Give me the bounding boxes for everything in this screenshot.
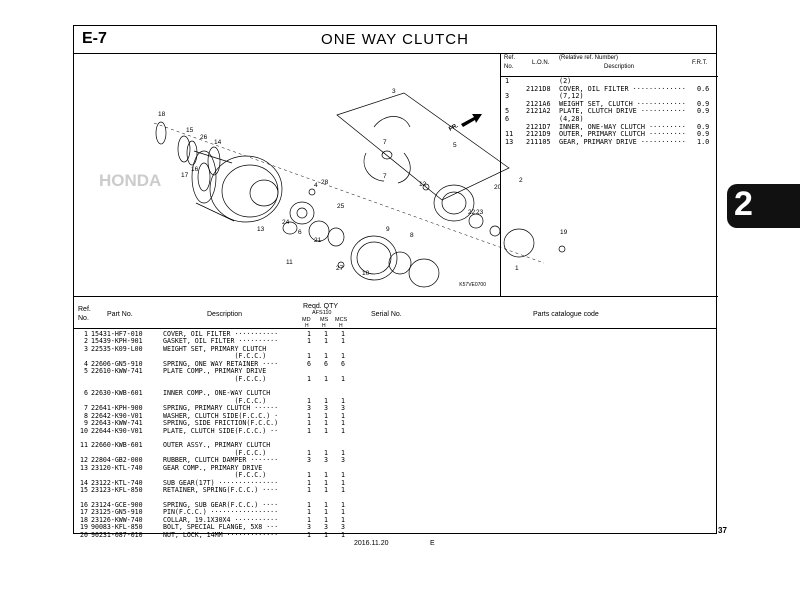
description-cell: SPRING, PRIMARY CLUTCH ······ (163, 404, 279, 413)
ref-cell: 20 (80, 530, 88, 539)
callout-10: 10 (362, 270, 370, 277)
frt-cell: 0.9 (697, 107, 710, 116)
callout-11: 11 (286, 259, 293, 266)
qty-cell: 3 (307, 523, 311, 532)
callout-24: 24 (282, 219, 290, 226)
footer-date: 2016.11.20 (354, 540, 389, 547)
lon-cell: 2121D7 (526, 122, 551, 131)
qty-cell: 3 (324, 404, 328, 413)
qty-cell: 1 (324, 486, 328, 495)
qty-cell: 1 (341, 508, 345, 517)
ref-cell: 15 (80, 486, 88, 495)
qty-cell: 1 (324, 419, 328, 428)
description-cell: BOLT, SPECIAL FLANGE, 5X8 ··· (163, 523, 279, 532)
qty-cell: 1 (307, 419, 311, 428)
callout-7b: 7 (383, 173, 387, 180)
qty-cell: 3 (307, 456, 311, 465)
part-no-cell: 90083-KFL-850 (91, 523, 143, 532)
callout-9: 9 (386, 226, 390, 233)
rp-header-frt: F.R.T. (692, 60, 708, 66)
part-no-cell: 23122-KTL-740 (91, 478, 143, 487)
ref-cell: 8 (84, 411, 88, 420)
part-no-cell: 15439-KPH-901 (91, 337, 143, 346)
callout-23: 23 (476, 209, 484, 216)
desc-cell: OUTER, PRIMARY CLUTCH ········· (559, 130, 686, 139)
callout-20: 20 (494, 184, 502, 191)
qty-cell: 1 (341, 471, 345, 480)
ref-cell: 9 (84, 419, 88, 428)
qty-cell: 1 (324, 337, 328, 346)
callout-12: 12 (419, 181, 427, 188)
description-cell: PIN(F.C.C.) ················· (163, 508, 279, 517)
description-cell: RUBBER, CLUTCH DAMPER ······· (163, 456, 279, 465)
ref-cell: 1 (505, 77, 510, 85)
qty-cell: 1 (307, 515, 311, 524)
part-no-cell: 22610-KWW-741 (91, 367, 143, 376)
th-reqd-qty: Reqd. QTY (303, 303, 339, 310)
qty-cell: 1 (324, 411, 328, 420)
honda-watermark: HONDA (99, 171, 162, 190)
desc-cell: PLATE, CLUTCH DRIVE ··········· (559, 107, 686, 116)
callout-14: 14 (214, 139, 222, 146)
th-model: AFS110 (312, 310, 332, 316)
footer-edition: E (430, 540, 435, 547)
callout-18: 18 (158, 111, 166, 118)
rp-header-no: No. (504, 64, 514, 70)
part-no-cell: 22642-K90-V01 (91, 411, 143, 420)
callout-3: 3 (392, 88, 396, 95)
qty-cell: 3 (307, 404, 311, 413)
rp-header-desc: Description (604, 64, 635, 70)
callout-6: 6 (298, 229, 302, 236)
th-h2: H (322, 323, 326, 329)
lon-cell: 2121A6 (526, 99, 551, 108)
description-cell: COVER, OIL FILTER ··········· (163, 330, 279, 338)
qty-cell: 1 (341, 337, 345, 346)
description-cell: WEIGHT SET, PRIMARY CLUTCH (163, 344, 267, 353)
qty-cell: 1 (324, 352, 328, 361)
parts-table-header (74, 297, 716, 329)
ref-cell: 11 (505, 130, 514, 139)
qty-cell: 1 (307, 478, 311, 487)
th-serial: Serial No. (371, 311, 402, 318)
callout-17: 17 (181, 172, 189, 179)
qty-cell: 1 (341, 374, 345, 383)
rp-header-relative: (Relative ref. Number) (559, 55, 619, 61)
callout-25: 25 (337, 203, 345, 210)
qty-cell: 1 (307, 330, 311, 338)
ref-cell: 13 (80, 463, 88, 472)
description-cell: INNER COMP., ONE-WAY CLUTCH (163, 389, 271, 398)
th-part-no: Part No. (107, 311, 133, 318)
desc-cell: (4,28) (559, 114, 584, 123)
ref-cell: 12 (80, 456, 88, 465)
reference-row (501, 86, 718, 94)
part-no-cell: 23126-KWW-740 (91, 515, 143, 524)
ref-cell: 6 (84, 389, 88, 398)
callout-16: 16 (191, 166, 199, 173)
th-mcs: MCS (335, 317, 348, 323)
frt-cell: 1.0 (697, 137, 710, 146)
description-cell: COLLAR, 19.1X30X4 ··········· (163, 515, 279, 524)
qty-cell: 1 (341, 330, 345, 338)
section-code: E-7 (82, 30, 107, 47)
callout-19: 19 (560, 229, 568, 236)
part-no-cell: 22630-KWB-601 (91, 389, 143, 398)
reference-panel (501, 53, 718, 297)
page-frame (73, 25, 717, 539)
page-header (74, 26, 716, 54)
desc-cell: GEAR, PRIMARY DRIVE ··········· (559, 137, 686, 146)
description-cell: (F.C.C.) (163, 352, 267, 361)
th-h3: H (339, 323, 343, 329)
qty-cell: 6 (307, 359, 311, 368)
qty-cell: 3 (341, 404, 345, 413)
ref-cell: 19 (80, 523, 88, 532)
callout-21: 21 (314, 237, 322, 244)
part-no-cell: 23120-KTL-740 (91, 463, 143, 472)
callout-26: 26 (200, 134, 208, 141)
description-cell: (F.C.C.) (163, 471, 267, 480)
qty-cell: 1 (341, 419, 345, 428)
qty-cell: 1 (324, 426, 328, 435)
callout-7a: 7 (383, 139, 387, 146)
ref-cell: 2 (84, 337, 88, 346)
callout-8: 8 (410, 232, 414, 239)
qty-cell: 6 (341, 359, 345, 368)
description-cell: SPRING, SIDE FRICTION(F.C.C.) (163, 419, 279, 428)
chapter-tab (727, 184, 800, 228)
callout-1: 1 (515, 265, 519, 272)
th-md: MD (302, 317, 311, 323)
part-no-cell: 23123-KFL-850 (91, 486, 143, 495)
th-catalogue: Parts catalogue code (533, 311, 599, 318)
table-row (74, 487, 716, 494)
front-marker-label: FR. (448, 122, 460, 133)
th-ref: Ref. (78, 306, 91, 313)
qty-cell: 1 (307, 396, 311, 405)
description-cell: GASKET, OIL FILTER ·········· (163, 337, 279, 346)
lon-cell: 2121D8 (526, 84, 551, 93)
qty-cell: 1 (307, 352, 311, 361)
qty-cell: 1 (324, 508, 328, 517)
callout-27: 27 (336, 265, 344, 272)
description-cell: (F.C.C.) (163, 396, 267, 405)
description-cell: (F.C.C.) (163, 374, 267, 383)
desc-cell: COVER, OIL FILTER ············· (559, 84, 686, 93)
callout-28: 28 (321, 179, 329, 186)
qty-cell: 1 (341, 478, 345, 487)
description-cell: OUTER ASSY., PRIMARY CLUTCH (163, 441, 271, 450)
ref-cell: 16 (80, 500, 88, 509)
ref-cell: 3 (505, 92, 510, 101)
desc-cell: (2) (559, 77, 572, 85)
reference-panel-header (501, 53, 718, 77)
qty-cell: 1 (324, 515, 328, 524)
part-no-cell: 22606-GN5-910 (91, 359, 143, 368)
part-no-cell: 22535-K09-L00 (91, 344, 143, 353)
ref-cell: 14 (80, 478, 88, 487)
part-no-cell: 23124-GCE-900 (91, 500, 143, 509)
qty-cell: 1 (324, 396, 328, 405)
reference-rows (501, 78, 718, 146)
qty-cell: 1 (341, 411, 345, 420)
description-cell: SUB GEAR(17T) ··············· (163, 478, 279, 487)
qty-cell: 1 (307, 448, 311, 457)
frt-cell: 0.9 (697, 130, 710, 139)
part-no-cell: 22641-KPH-900 (91, 404, 143, 413)
description-cell: PLATE COMP., PRIMARY DRIVE (163, 367, 267, 376)
frt-cell: 0.9 (697, 122, 710, 131)
diagram-code: K57VE0700 (459, 282, 486, 288)
ref-cell: 13 (505, 137, 514, 146)
description-cell: WASHER, CLUTCH SIDE(F.C.C.) · (163, 411, 279, 420)
qty-cell: 1 (341, 515, 345, 524)
part-no-cell: 90231-087-010 (91, 530, 143, 539)
qty-cell: 1 (324, 448, 328, 457)
callout-2: 2 (519, 177, 523, 184)
qty-cell: 1 (341, 396, 345, 405)
qty-cell: 1 (324, 478, 328, 487)
description-cell: (F.C.C.) (163, 448, 267, 457)
qty-cell: 1 (324, 374, 328, 383)
qty-cell: 1 (307, 411, 311, 420)
qty-cell: 1 (307, 426, 311, 435)
qty-cell: 1 (307, 508, 311, 517)
qty-cell: 1 (341, 352, 345, 361)
qty-cell: 1 (341, 500, 345, 509)
th-no: No. (78, 315, 89, 322)
description-cell: RETAINER, SPRING(F.C.C.) ···· (163, 486, 279, 495)
ref-cell: 1 (84, 330, 88, 338)
desc-cell: WEIGHT SET, CLUTCH ············ (559, 99, 686, 108)
ref-cell: 11 (80, 441, 88, 450)
description-cell: SPRING, SUB GEAR(F.C.C.) ···· (163, 500, 279, 509)
frt-cell: 0.6 (697, 84, 710, 93)
part-no-cell: 22660-KWB-601 (91, 441, 143, 450)
desc-cell: (7,12) (559, 92, 584, 101)
callout-13: 13 (257, 226, 265, 233)
description-cell: PLATE, CLUTCH SIDE(F.C.C.) ·· (163, 426, 279, 435)
qty-cell: 1 (341, 426, 345, 435)
ref-cell: 4 (84, 359, 88, 368)
ref-cell: 18 (80, 515, 88, 524)
lon-cell: 211105 (526, 137, 551, 146)
callout-22: 22 (468, 209, 476, 216)
description-cell: GEAR COMP., PRIMARY DRIVE (163, 463, 263, 472)
callout-15: 15 (186, 127, 194, 134)
qty-cell: 1 (307, 530, 311, 539)
rp-header-ref: Ref. (504, 55, 516, 61)
ref-cell: 7 (84, 404, 88, 413)
th-description: Description (207, 311, 243, 318)
ref-cell: 10 (80, 426, 88, 435)
chapter-tab-number: 2 (734, 185, 753, 223)
page-number: 37 (718, 526, 727, 535)
qty-cell: 1 (307, 500, 311, 509)
part-no-cell: 22644-K90-V01 (91, 426, 143, 435)
qty-cell: 3 (341, 523, 345, 532)
reference-row (501, 139, 718, 147)
table-row (74, 376, 716, 383)
ref-cell: 5 (84, 367, 88, 376)
table-row (74, 428, 716, 435)
description-cell: NUT, LOCK, 14MM ············· (163, 530, 279, 539)
rp-header-lon: L.O.N. (532, 60, 550, 66)
description-cell: SPRING, ONE WAY RETAINER ···· (163, 359, 279, 368)
callout-4: 4 (314, 182, 318, 189)
qty-cell: 1 (324, 471, 328, 480)
part-no-cell: 23125-GN5-910 (91, 508, 143, 517)
qty-cell: 1 (307, 486, 311, 495)
ref-cell: 3 (84, 344, 88, 353)
qty-cell: 3 (324, 523, 328, 532)
qty-cell: 1 (341, 448, 345, 457)
ref-cell: 17 (80, 508, 88, 517)
qty-cell: 1 (341, 486, 345, 495)
part-no-cell: 22804-GB2-000 (91, 456, 143, 465)
front-arrow-icon (461, 114, 482, 127)
lon-cell: 2121A2 (526, 107, 551, 116)
page-title: ONE WAY CLUTCH (321, 31, 469, 48)
qty-cell: 3 (341, 456, 345, 465)
qty-cell: 1 (324, 530, 328, 539)
qty-cell: 1 (324, 330, 328, 338)
parts-table-body (74, 331, 716, 539)
part-no-cell: 15431-HF7-010 (91, 330, 143, 338)
th-ms: MS (320, 317, 329, 323)
qty-cell: 1 (307, 374, 311, 383)
ref-cell: 6 (505, 114, 510, 123)
desc-cell: INNER, ONE-WAY CLUTCH ········· (559, 122, 686, 131)
qty-cell: 1 (341, 530, 345, 539)
qty-cell: 3 (324, 456, 328, 465)
th-h1: H (305, 323, 309, 329)
ref-cell: 5 (505, 107, 510, 116)
reference-row (501, 108, 718, 116)
qty-cell: 6 (324, 359, 328, 368)
frt-cell: 0.9 (697, 99, 710, 108)
qty-cell: 1 (324, 500, 328, 509)
qty-cell: 1 (307, 471, 311, 480)
table-row (74, 532, 716, 539)
qty-cell: 1 (307, 337, 311, 346)
part-no-cell: 22643-KWW-741 (91, 419, 143, 428)
callout-5: 5 (453, 142, 457, 149)
lon-cell: 2121D9 (526, 130, 551, 139)
